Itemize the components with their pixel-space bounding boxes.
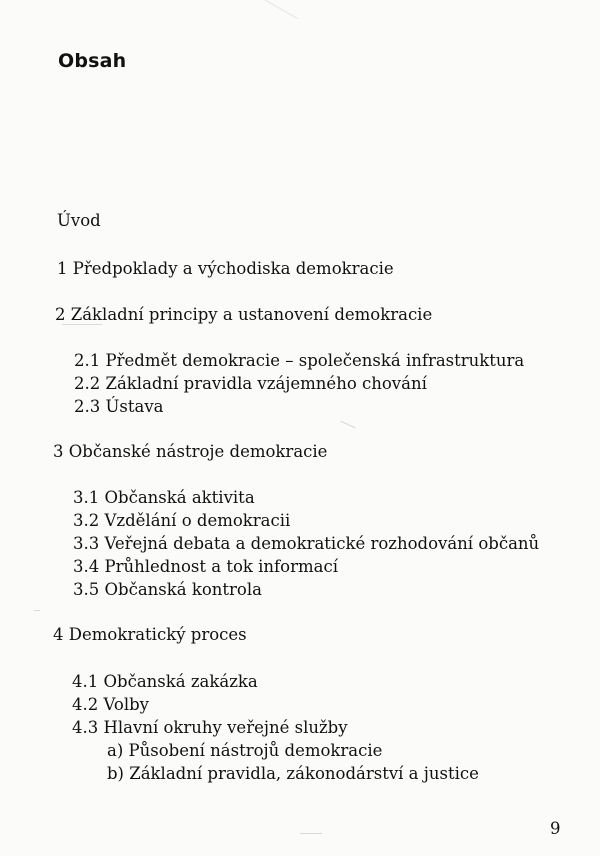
scan-speck xyxy=(300,833,322,834)
toc-section-3-1 xyxy=(73,490,255,507)
toc-entry-title: Demokratický proces xyxy=(68,625,247,644)
toc-entry-title: Hlavní okruhy veřejné služby xyxy=(103,718,348,737)
toc-entry-number: 3.5 xyxy=(73,580,100,599)
toc-entry-number: 1 xyxy=(57,259,68,278)
toc-section-2-1 xyxy=(74,353,524,370)
toc-entry-title: Působení nástrojů demokracie xyxy=(128,741,383,760)
toc-subsection-4-3-b xyxy=(107,766,479,783)
toc-entry-title: Občanská aktivita xyxy=(104,488,255,507)
toc-section-3-3 xyxy=(73,536,539,553)
scan-speck xyxy=(34,610,40,611)
toc-entry-number: 2.1 xyxy=(74,351,101,370)
toc-entry-title: Základní principy a ustanovení demokracie xyxy=(70,305,433,324)
scan-speck xyxy=(262,0,297,19)
toc-chapter-2 xyxy=(55,307,432,324)
toc-entry-title: Občanská zakázka xyxy=(103,672,258,691)
toc-section-4-1 xyxy=(72,674,258,691)
toc-subsection-4-3-a xyxy=(107,743,382,760)
toc-entry-number: 2.2 xyxy=(74,374,101,393)
toc-chapter-3 xyxy=(53,444,327,461)
toc-entry-title: Ústava xyxy=(105,397,164,416)
toc-entry-number: 3.1 xyxy=(73,488,100,507)
toc-entry-number: 4.3 xyxy=(72,718,99,737)
toc-entry-number: 3.3 xyxy=(73,534,100,553)
toc-chapter-4 xyxy=(53,627,247,644)
toc-entry-title: Základní pravidla vzájemného chování xyxy=(105,374,427,393)
toc-entry-number: 4.1 xyxy=(72,672,99,691)
toc-entry-number: 3.2 xyxy=(73,511,100,530)
toc-section-3-5 xyxy=(73,582,262,599)
page-number: 9 xyxy=(550,819,561,838)
toc-section-4-2 xyxy=(72,697,149,714)
toc-entry-number: b) xyxy=(107,764,124,783)
toc-entry-title: Průhlednost a tok informací xyxy=(104,557,338,576)
toc-entry-title: Občanské nástroje demokracie xyxy=(68,442,328,461)
toc-entry-uvod xyxy=(57,213,101,230)
toc-section-2-3 xyxy=(74,399,164,416)
toc-entry-title: Předpoklady a východiska demokracie xyxy=(72,259,394,278)
toc-entry-number: 2 xyxy=(55,305,66,324)
toc-entry-number: 2.3 xyxy=(74,397,101,416)
toc-entry-number: 4 xyxy=(53,625,64,644)
toc-entry-number: 3 xyxy=(53,442,64,461)
page-heading: Obsah xyxy=(58,50,127,72)
toc-entry-number: 4.2 xyxy=(72,695,99,714)
toc-entry-title: Veřejná debata a demokratické rozhodování občanů xyxy=(104,534,540,553)
toc-section-3-4 xyxy=(73,559,338,576)
toc-entry-title: Občanská kontrola xyxy=(104,580,262,599)
scan-speck xyxy=(62,324,102,325)
scan-speck xyxy=(341,421,356,429)
toc-entry-title: Vzdělání o demokracii xyxy=(104,511,291,530)
toc-section-2-2 xyxy=(74,376,427,393)
toc-chapter-1 xyxy=(57,261,394,278)
toc-section-3-2 xyxy=(73,513,290,530)
toc-entry-title: Předmět demokracie – společenská infrastruktura xyxy=(105,351,525,370)
toc-entry-number: 3.4 xyxy=(73,557,100,576)
toc-entry-title: Úvod xyxy=(57,211,101,230)
toc-entry-number: a) xyxy=(107,741,124,760)
toc-entry-title: Základní pravidla, zákonodárství a justice xyxy=(129,764,479,783)
toc-entry-title: Volby xyxy=(103,695,149,714)
toc-section-4-3 xyxy=(72,720,348,737)
